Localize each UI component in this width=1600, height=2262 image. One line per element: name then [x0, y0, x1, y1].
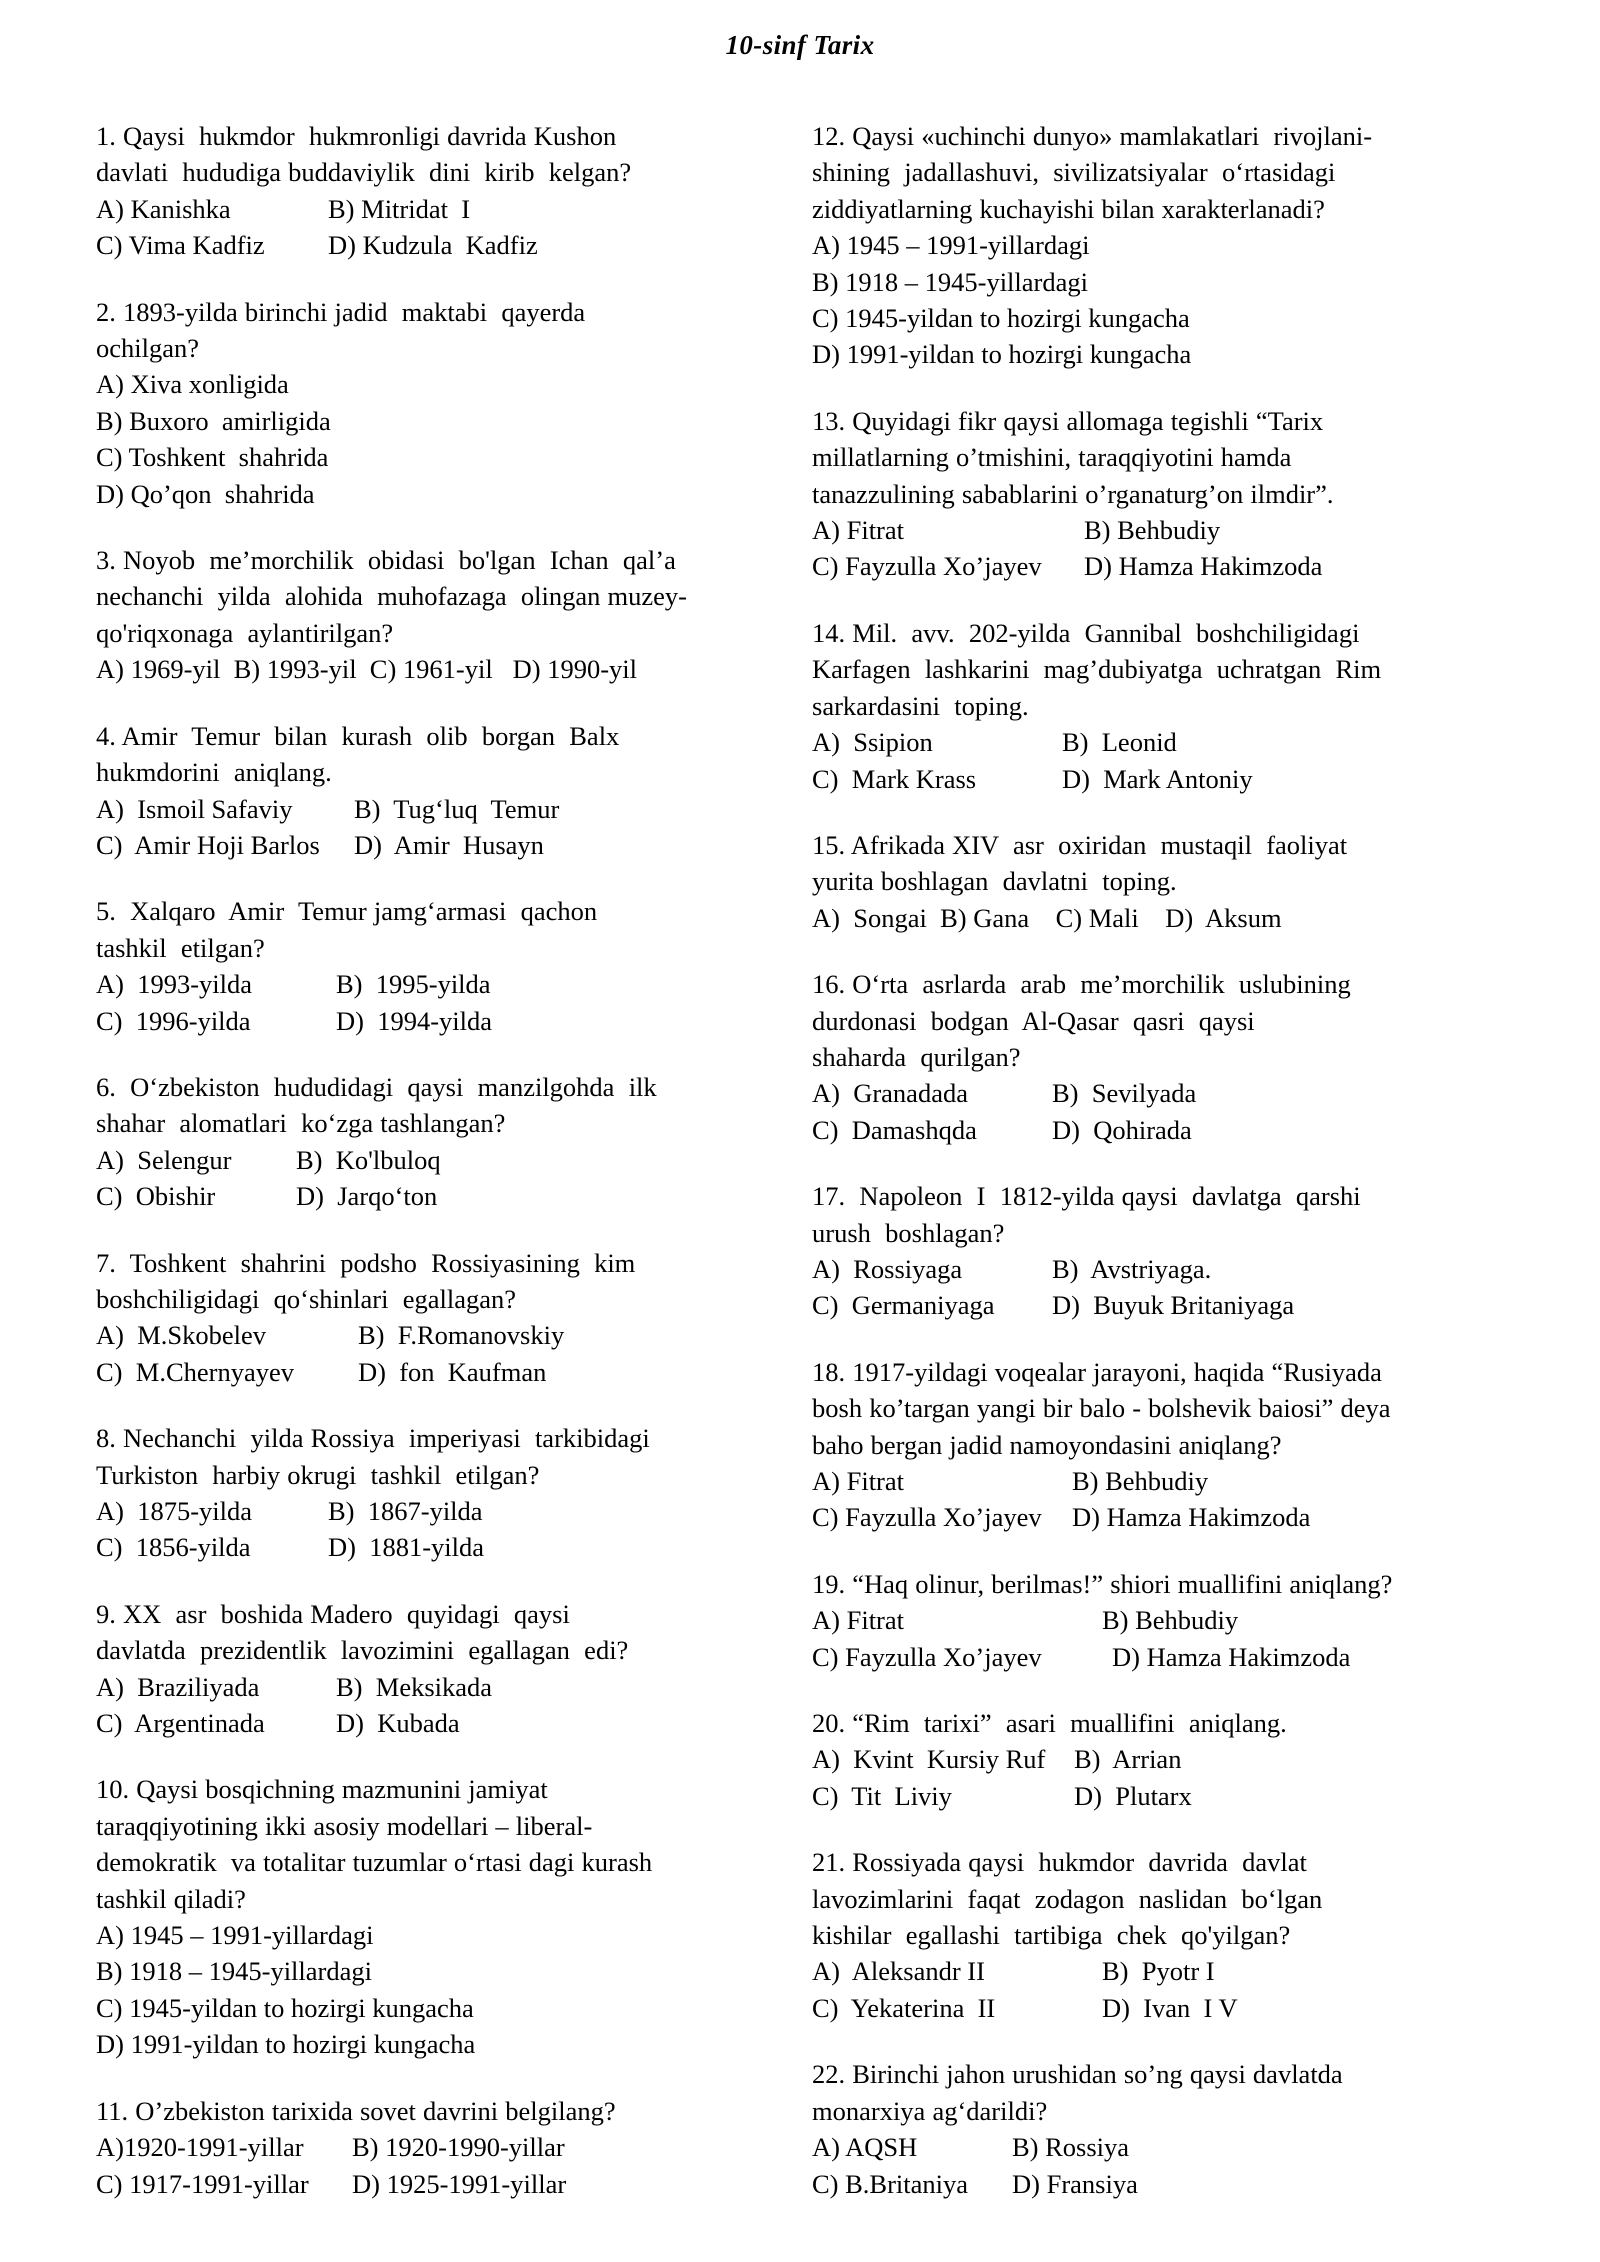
question-stem-line: Karfagen lashkarini mag’dubiyatga uchratgan Rim	[812, 654, 1382, 685]
answer-option[interactable]: C) Argentinada	[96, 1708, 265, 1739]
answer-option[interactable]: B) Rossiya	[1012, 2132, 1130, 2163]
left-column	[0, 118, 760, 2202]
question-block	[96, 2093, 720, 2202]
option-row	[96, 651, 720, 687]
question-stem-first-line: 15. Afrikada XIV asr oxiridan mustaqil faoliyat	[812, 829, 1348, 860]
question-block	[812, 1178, 1540, 1324]
question-stem-first-line: 3. Noyob me’morchilik obidasi bo'lgan Ichan qal’a	[96, 545, 676, 576]
answer-option[interactable]: B) Ko'lbuloq	[296, 1144, 441, 1175]
option-row	[812, 1990, 1540, 2026]
answer-option[interactable]: C) Germaniyaga	[812, 1290, 995, 1321]
option-row	[812, 548, 1540, 584]
option-row	[812, 761, 1540, 797]
question-stem-line: davlati hududiga buddaviylik dini kirib kelgan?	[96, 157, 632, 188]
answer-option[interactable]: D) Qohirada	[1052, 1114, 1192, 1145]
answer-option[interactable]: A) 1945 – 1991-yillardagi	[96, 1920, 374, 1951]
question-stem-first-line: 21. Rossiyada qaysi hukmdor davrida davlat	[812, 1847, 1307, 1878]
answer-option[interactable]: B) 1920-1990-yillar	[352, 2132, 565, 2163]
answer-option[interactable]: A) AQSH	[812, 2132, 918, 2163]
answer-option[interactable]: D) Plutarx	[1074, 1780, 1192, 1811]
answer-option[interactable]: A) Kvint Kursiy Ruf	[812, 1744, 1046, 1775]
answer-option[interactable]: D) Hamza Hakimzoda	[1112, 1641, 1351, 1672]
answer-option[interactable]: B) Avstriyaga.	[1052, 1253, 1212, 1284]
answer-option[interactable]: A) Selengur	[96, 1144, 232, 1175]
option-row	[96, 1705, 720, 1741]
option-row	[96, 2129, 720, 2165]
option-row	[812, 512, 1540, 548]
question-stem-first-line: 7. Toshkent shahrini podsho Rossiyasining kim	[96, 1247, 636, 1278]
question-stem-line: boshchiligidagi qo‘shinlari egallagan?	[96, 1283, 516, 1314]
option-row	[812, 1639, 1540, 1675]
question-block	[812, 615, 1540, 797]
answer-option[interactable]: D) Fransiya	[1012, 2168, 1138, 2199]
option-row	[96, 1003, 720, 1039]
option-row	[812, 900, 1540, 936]
question-stem-first-line: 9. XX asr boshida Madero quyidagi qaysi	[96, 1598, 570, 1629]
option-row	[812, 1112, 1540, 1148]
option-row	[96, 1529, 720, 1565]
option-row	[812, 724, 1540, 760]
answer-option[interactable]: B) Behbudiy	[1072, 1466, 1209, 1496]
question-block	[96, 294, 720, 512]
option-row	[96, 1317, 720, 1353]
two-column-body	[0, 118, 1600, 2202]
option-row	[812, 1953, 1540, 1989]
answer-option[interactable]: D) 1881-yilda	[328, 1532, 485, 1563]
answer-option[interactable]: A) Ssipion	[812, 727, 933, 758]
question-stem-line: shahar alomatlari ko‘zga tashlangan?	[96, 1108, 506, 1139]
option-row	[812, 227, 1540, 263]
answer-option[interactable]: C) Toshkent shahrida	[96, 442, 329, 473]
answer-option[interactable]: C) Vima Kadfiz	[96, 230, 265, 261]
question-stem-line: baho bergan jadid namoyondasini aniqlang?	[812, 1429, 1282, 1460]
question-block	[812, 2056, 1540, 2202]
question-stem-first-line: 10. Qaysi bosqichning mazmunini jamiyat	[96, 1774, 548, 1805]
option-row	[96, 1178, 720, 1214]
question-stem-line: millatlarning o’tmishini, taraqqiyotini hamda	[812, 442, 1292, 473]
option-row	[96, 439, 720, 475]
answer-option[interactable]: B) Pyotr I	[1102, 1956, 1215, 1987]
answer-option[interactable]: C) 1856-yilda	[96, 1532, 251, 1563]
question-stem-first-line: 16. O‘rta asrlarda arab me’morchilik uslubining	[812, 969, 1351, 1000]
answer-option[interactable]: B) Arrian	[1074, 1744, 1182, 1775]
option-row	[96, 366, 720, 402]
question-stem-line: monarxiya ag‘darildi?	[812, 2095, 1048, 2126]
question-block	[96, 542, 720, 688]
question-stem-line: demokratik va totalitar tuzumlar o‘rtasi dagi kurash	[96, 1847, 653, 1878]
question-block	[812, 1566, 1540, 1675]
question-stem-first-line: 18. 1917-yildagi voqealar jarayoni, haqida “Rusiyada	[812, 1356, 1382, 1387]
answer-option[interactable]: C) B.Britaniya	[812, 2168, 969, 2199]
answer-option[interactable]: C) 1945-yildan to hozirgi kungacha	[812, 303, 1190, 334]
answer-option[interactable]: B) Sevilyada	[1052, 1078, 1197, 1109]
answer-option[interactable]: D) Ivan I V	[1102, 1992, 1238, 2023]
option-row	[96, 791, 720, 827]
option-row	[812, 1602, 1540, 1638]
option-row	[812, 1778, 1540, 1814]
answer-option[interactable]: D) fon Kaufman	[358, 1356, 547, 1387]
question-stem-first-line: 2. 1893-yilda birinchi jadid maktabi qayerda	[96, 296, 586, 327]
answer-option[interactable]: C) Fayzulla Xo’jayev	[812, 1502, 1042, 1533]
option-row	[96, 1990, 720, 2026]
option-row	[96, 1142, 720, 1178]
answer-option[interactable]: A) Fitrat	[812, 1605, 904, 1636]
question-stem-line: shining jadallashuvi, sivilizatsiyalar o‘rtasidagi	[812, 157, 1336, 188]
question-block	[96, 718, 720, 864]
answer-option[interactable]: C) Yekaterina II	[812, 1992, 996, 2023]
answer-option[interactable]: C) Fayzulla Xo’jayev	[812, 1641, 1042, 1672]
answer-option[interactable]: B) Behbudiy	[1084, 515, 1221, 546]
answer-option[interactable]: B) 1918 – 1945-yillardagi	[96, 1956, 372, 1987]
question-stem-line: durdonasi bodgan Al-Qasar qasri qaysi	[812, 1005, 1255, 1036]
answer-option[interactable]: C) 1996-yilda	[96, 1005, 251, 1036]
question-block	[812, 966, 1540, 1148]
option-row	[96, 827, 720, 863]
option-row	[812, 2166, 1540, 2202]
answer-option[interactable]: D) Amir Husayn	[354, 829, 544, 860]
option-row	[96, 191, 720, 227]
question-stem-first-line: 1. Qaysi hukmdor hukmronligi davrida Kushon	[96, 121, 617, 151]
answer-option[interactable]: B) Tug‘luq Temur	[354, 793, 560, 824]
question-block	[812, 403, 1540, 585]
option-row	[812, 1499, 1540, 1535]
option-row	[96, 1953, 720, 1989]
question-stem-line: kishilar egallashi tartibiga chek qo'yilgan?	[812, 1920, 1291, 1951]
option-row	[96, 403, 720, 439]
answer-option[interactable]: A) Songai B) Gana C) Mali D) Aksum	[812, 902, 1282, 933]
answer-option[interactable]: C) 1917-1991-yillar	[96, 2168, 309, 2199]
question-stem-line: taraqqiyotining ikki asosiy modellari – liberal-	[96, 1810, 593, 1841]
answer-option[interactable]: B) Leonid	[1062, 727, 1177, 758]
answer-option[interactable]: A) 1969-yil B) 1993-yil C) 1961-yil D) 1990-yil	[96, 654, 637, 685]
answer-option[interactable]: C) Damashqda	[812, 1114, 977, 1145]
question-stem-line: tanazzulining sabablarini o’rganaturg’on ilmdir”.	[812, 478, 1334, 509]
question-stem-first-line: 4. Amir Temur bilan kurash olib borgan Balx	[96, 720, 620, 751]
question-block	[96, 118, 720, 264]
question-stem-line: shaharda qurilgan?	[812, 1041, 1021, 1072]
question-stem-line: qo'riqxonaga aylantirilgan?	[96, 617, 394, 648]
answer-option[interactable]: A) Fitrat	[812, 515, 904, 546]
option-row	[96, 1917, 720, 1953]
question-stem-line: bosh ko’targan yangi bir balo - bolshevik baiosi” deya	[812, 1393, 1391, 1424]
question-stem-line: davlatda prezidentlik lavozimini egallagan edi?	[96, 1635, 629, 1666]
answer-option[interactable]: D) Hamza Hakimzoda	[1084, 551, 1323, 582]
answer-option[interactable]: C) 1945-yildan to hozirgi kungacha	[96, 1992, 474, 2023]
question-stem-first-line: 13. Quyidagi fikr qaysi allomaga tegishli “Tarix	[812, 405, 1324, 436]
answer-option[interactable]: C) Amir Hoji Barlos	[96, 829, 320, 860]
answer-option[interactable]: D) Hamza Hakimzoda	[1072, 1502, 1311, 1533]
answer-option[interactable]: A) Ismoil Safaviy	[96, 793, 293, 824]
option-row	[812, 1251, 1540, 1287]
answer-option[interactable]: D) Mark Antoniy	[1062, 763, 1253, 794]
answer-option[interactable]: B) 1918 – 1945-yillardagi	[812, 266, 1088, 297]
answer-option[interactable]: D) 1991-yildan to hozirgi kungacha	[812, 339, 1192, 370]
question-block	[812, 1844, 1540, 2026]
option-row	[812, 1463, 1540, 1499]
answer-option[interactable]: A) Rossiyaga	[812, 1253, 963, 1284]
option-row	[812, 300, 1540, 336]
answer-option[interactable]: D) Jarqo‘ton	[296, 1181, 438, 1212]
answer-option[interactable]: D) 1925-1991-yillar	[352, 2168, 567, 2199]
question-stem-first-line: 19. “Haq olinur, berilmas!” shiori muallifini aniqlang?	[812, 1568, 1393, 1599]
question-stem-line: ziddiyatlarning kuchayishi bilan xarakterlanadi?	[812, 193, 1325, 224]
question-stem-first-line: 14. Mil. avv. 202-yilda Gannibal boshchiligidagi	[812, 617, 1360, 648]
answer-option[interactable]: D) Kubada	[336, 1708, 460, 1739]
question-block	[96, 1069, 720, 1215]
question-stem-line: yurita boshlagan davlatni toping.	[812, 866, 1177, 897]
answer-option[interactable]: A) 1993-yilda	[96, 969, 253, 1000]
option-row	[96, 2026, 720, 2062]
option-row	[812, 264, 1540, 300]
question-stem-first-line: 6. O‘zbekiston hududidagi qaysi manzilgohda ilk	[96, 1071, 657, 1102]
question-block	[812, 827, 1540, 936]
question-stem-line: ochilgan?	[96, 333, 200, 364]
answer-option[interactable]: A) Fitrat	[812, 1466, 904, 1496]
question-block	[96, 1771, 720, 2062]
question-block	[96, 893, 720, 1039]
question-block	[96, 1420, 720, 1566]
question-block	[812, 1705, 1540, 1814]
question-stem-first-line: 5. Xalqaro Amir Temur jamg‘armasi qachon	[96, 896, 598, 927]
answer-option[interactable]: A) M.Skobelev	[96, 1320, 267, 1351]
answer-option[interactable]: C) M.Chernyayev	[96, 1356, 294, 1387]
question-stem-first-line: 20. “Rim tarixi” asari muallifini aniqlang.	[812, 1708, 1287, 1739]
question-stem-line: hukmdorini aniqlang.	[96, 757, 332, 788]
answer-option[interactable]: B) Behbudiy	[1102, 1605, 1239, 1636]
option-row	[96, 966, 720, 1002]
answer-option[interactable]: B) Meksikada	[336, 1671, 493, 1702]
option-row	[96, 227, 720, 263]
answer-option[interactable]: C) Mark Krass	[812, 763, 977, 794]
option-row	[96, 1354, 720, 1390]
answer-option[interactable]: D) Buyuk Britaniyaga	[1052, 1290, 1295, 1321]
answer-option[interactable]: D) 1991-yildan to hozirgi kungacha	[96, 2029, 476, 2060]
answer-option[interactable]: A) Xiva xonligida	[96, 369, 289, 400]
answer-option[interactable]: D) 1994-yilda	[336, 1005, 493, 1036]
question-stem-first-line: 12. Qaysi «uchinchi dunyo» mamlakatlari rivojlani-	[812, 121, 1373, 151]
question-stem-line: tashkil qiladi?	[96, 1883, 246, 1914]
answer-option[interactable]: A) Kanishka	[96, 193, 231, 224]
option-row	[96, 1669, 720, 1705]
answer-option[interactable]: D) Kudzula Kadfiz	[328, 230, 538, 261]
option-row	[96, 1493, 720, 1529]
question-stem-first-line: 11. O’zbekiston tarixida sovet davrini belgilang?	[96, 2095, 616, 2126]
page-title: 10-sinf Tarix	[725, 30, 875, 60]
answer-option[interactable]: D) Qo’qon shahrida	[96, 478, 315, 509]
question-stem-line: Turkiston harbiy okrugi tashkil etilgan?	[96, 1459, 540, 1490]
answer-option[interactable]: B) F.Romanovskiy	[358, 1320, 565, 1351]
question-block	[812, 1354, 1540, 1536]
question-stem-line: lavozimlarini faqat zodagon naslidan bo‘lgan	[812, 1883, 1323, 1914]
answer-option[interactable]: A) 1945 – 1991-yillardagi	[812, 230, 1090, 261]
question-block	[96, 1596, 720, 1742]
answer-option[interactable]: B) 1867-yilda	[328, 1496, 483, 1526]
option-row	[812, 2129, 1540, 2165]
answer-option[interactable]: C) Obishir	[96, 1181, 216, 1212]
question-stem-line: nechanchi yilda alohida muhofazaga olingan muzey-	[96, 581, 687, 612]
answer-option[interactable]: A) Braziliyada	[96, 1671, 260, 1702]
right-column	[760, 118, 1600, 2202]
question-stem-first-line: 17. Napoleon I 1812-yilda qaysi davlatga qarshi	[812, 1181, 1361, 1212]
question-stem-first-line: 22. Birinchi jahon urushidan so’ng qaysi davlatda	[812, 2059, 1343, 2090]
answer-option[interactable]: A) Granadada	[812, 1078, 968, 1109]
option-row	[812, 1741, 1540, 1777]
answer-option[interactable]: B) 1995-yilda	[336, 969, 491, 1000]
question-block	[96, 1245, 720, 1391]
question-stem-line: urush boshlagan?	[812, 1217, 1005, 1248]
answer-option[interactable]: B) Buxoro amirligida	[96, 405, 331, 436]
question-stem-line: sarkardasini toping.	[812, 690, 1029, 721]
option-row	[812, 1287, 1540, 1323]
answer-option[interactable]: B) Mitridat I	[328, 193, 471, 224]
answer-option[interactable]: C) Fayzulla Xo’jayev	[812, 551, 1042, 582]
answer-option[interactable]: A)1920-1991-yillar	[96, 2132, 304, 2163]
question-stem-first-line: 8. Nechanchi yilda Rossiya imperiyasi tarkibidagi	[96, 1423, 650, 1454]
option-row	[812, 336, 1540, 372]
option-row	[96, 476, 720, 512]
answer-option[interactable]: C) Tit Liviy	[812, 1780, 952, 1811]
question-block	[812, 118, 1540, 373]
option-row	[96, 2166, 720, 2202]
question-stem-line: tashkil etilgan?	[96, 932, 265, 963]
option-row	[812, 1075, 1540, 1111]
answer-option[interactable]: A) Aleksandr II	[812, 1956, 985, 1987]
answer-option[interactable]: A) 1875-yilda	[96, 1496, 253, 1526]
